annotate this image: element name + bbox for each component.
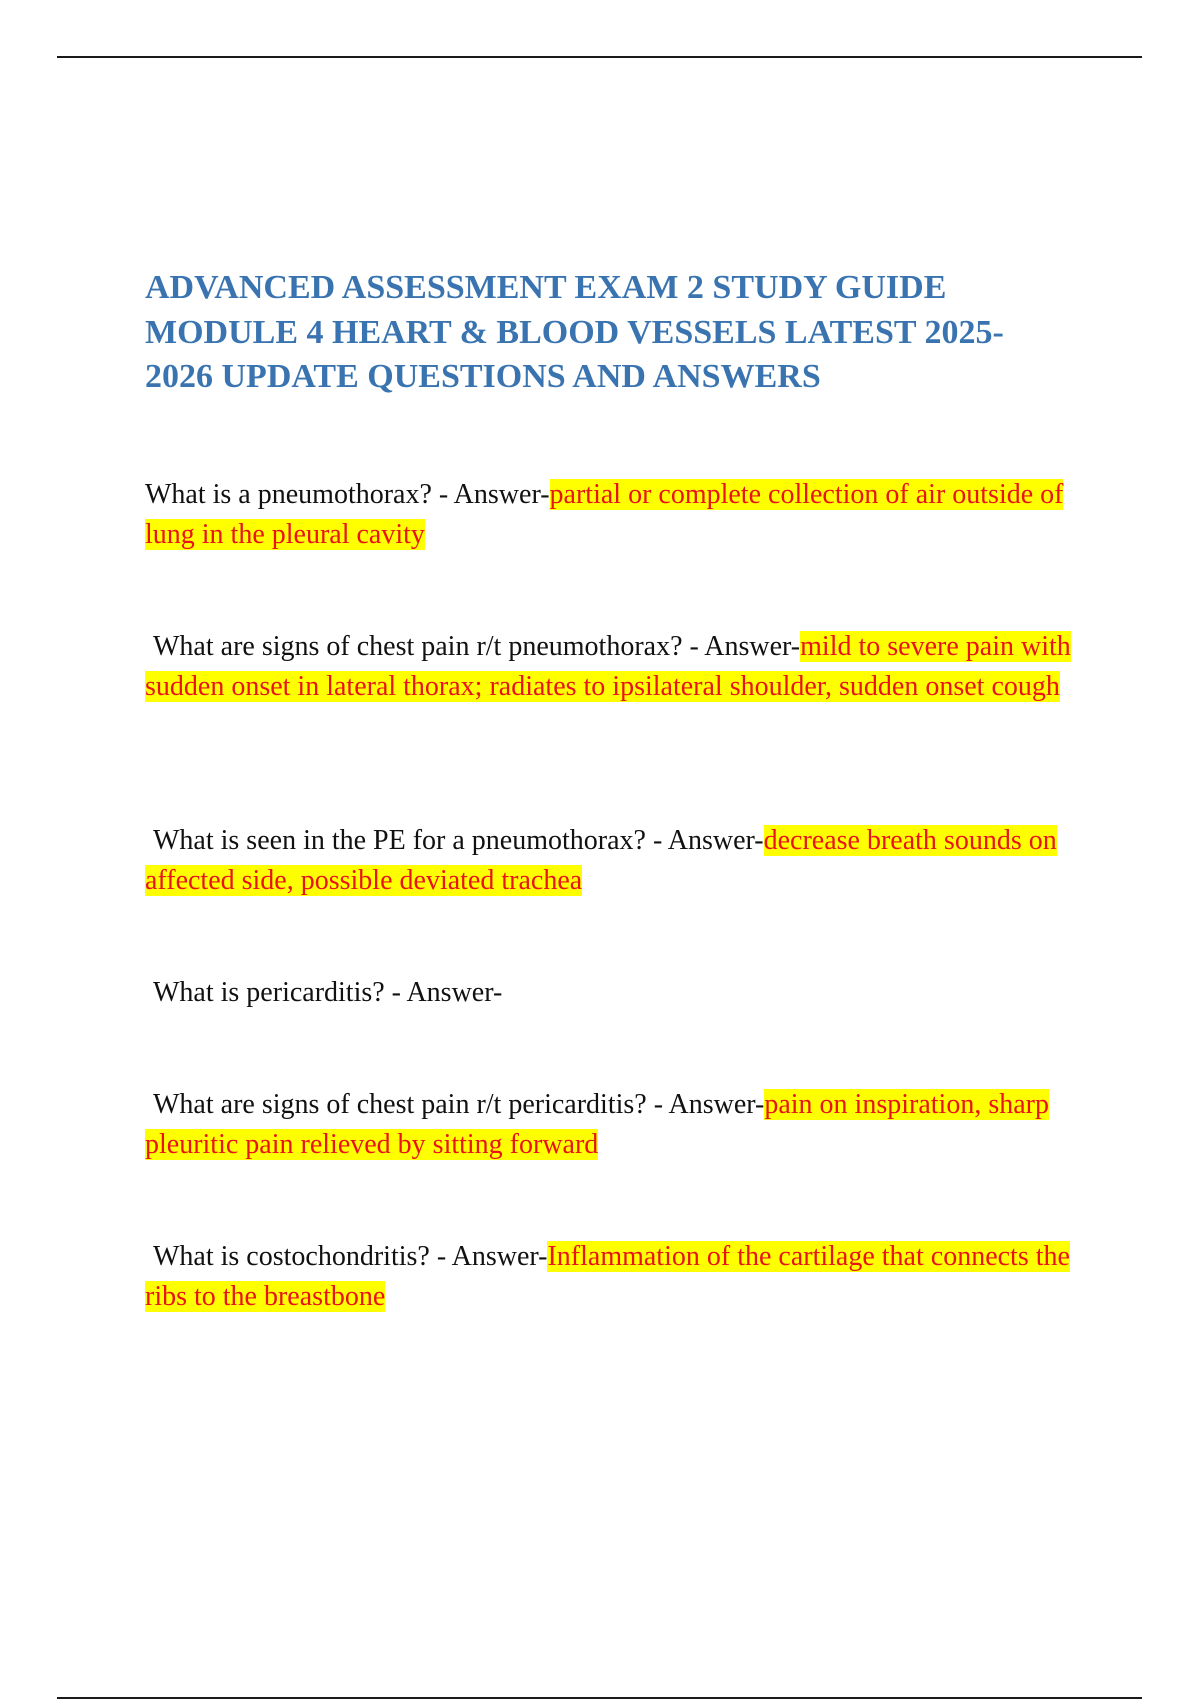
title-line-2: MODULE 4 HEART & BLOOD VESSELS LATEST 2025- bbox=[145, 313, 1004, 351]
question-text: What are signs of chest pain r/t pericarditis? - Answer- bbox=[153, 1089, 765, 1120]
title-line-1: ADVANCED ASSESSMENT EXAM 2 STUDY GUIDE bbox=[145, 269, 947, 306]
bottom-rule bbox=[57, 1697, 1142, 1699]
document-title bbox=[145, 266, 1105, 400]
qa-item bbox=[145, 821, 1105, 900]
qa-item bbox=[145, 627, 1105, 706]
answer-text: decrease breath sounds on affected side, possible deviated trachea bbox=[145, 825, 1057, 896]
question-text: What are signs of chest pain r/t pneumothorax? - Answer- bbox=[153, 631, 801, 662]
title-line-3: 2026 UPDATE QUESTIONS AND ANSWERS bbox=[145, 358, 821, 395]
answer-text: partial or complete collection of air outside of lung in the pleural cavity bbox=[145, 479, 1064, 550]
top-rule bbox=[57, 56, 1142, 58]
qa-item bbox=[145, 475, 1105, 554]
qa-item bbox=[145, 1237, 1105, 1316]
answer-text: mild to severe pain with sudden onset in lateral thorax; radiates to ipsilateral shoulder, sudden onset cough bbox=[145, 631, 1071, 702]
question-text: What is costochondritis? - Answer- bbox=[153, 1241, 548, 1272]
question-text: What is seen in the PE for a pneumothorax? - Answer- bbox=[153, 825, 764, 856]
answer-text: Inflammation of the cartilage that connects the ribs to the breastbone bbox=[145, 1241, 1070, 1312]
qa-item bbox=[145, 1085, 1105, 1164]
answer-text: pain on inspiration, sharp pleuritic pain relieved by sitting forward bbox=[145, 1089, 1049, 1160]
question-text: What is pericarditis? - Answer- bbox=[153, 977, 503, 1008]
qa-item bbox=[145, 973, 1105, 1013]
question-text: What is a pneumothorax? - Answer- bbox=[145, 479, 550, 510]
